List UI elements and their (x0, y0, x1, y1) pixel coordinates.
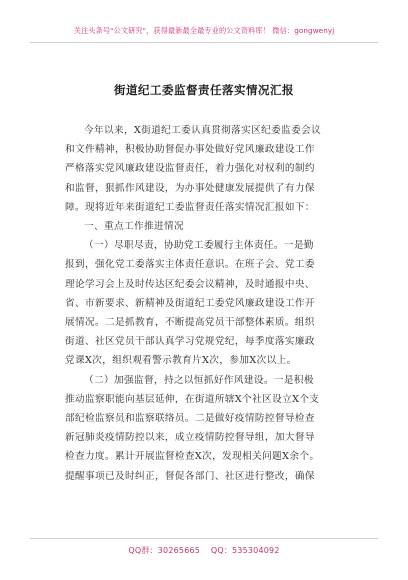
footer-qq-group: QQ群：30265665 (128, 546, 201, 555)
body-line: 新冠肺炎疫情防控以来，成立疫情防控督导组，加大督导 (65, 432, 315, 444)
body-line: 一、重点工作推进情况 (84, 221, 184, 233)
body-line: 和监督，狠抓作风建设，为办事处健康发展提供了有力保 (65, 182, 315, 194)
body-line: 提醒事项已及时纠正，督促各部门、社区进行整改，确保 (65, 470, 315, 482)
header-divider (30, 42, 378, 43)
body-line: 今年以来，X街道纪工委认真贯彻落实区纪委监委会议 (84, 125, 322, 136)
body-line: 检查力度。累计开展监督检查X次，发现相关问题X余个。 (65, 451, 320, 463)
body-line: 和文件精神，积极协助督促办事处做好党风廉政建设工作 (65, 144, 315, 156)
body-line: （一）尽职尽责，协助党工委履行主体责任。一是勤 (84, 240, 314, 252)
body-line: 报到，强化党工委落实主体责任意识。在班子会、党工委 (65, 259, 315, 271)
footer-qq: QQ：535304092 (210, 546, 280, 555)
body-line: 推动监察职能向基层延伸，在街道所辖X个社区设立X个支 (65, 393, 320, 405)
body-line: 障。现将近年来街道纪工委监督责任落实情况汇报如下： (65, 201, 315, 213)
footer-divider (30, 538, 378, 539)
document-body (65, 121, 353, 486)
page-header-promo: 关注头条号"公文研究"，获得最新最全最专业的公文资料库！ 微信：gongwenyj (73, 26, 335, 35)
body-line: 严格落实党风廉政建设监督责任，着力强化对权利的制约 (65, 163, 315, 175)
body-line: 省、市新要求、新精神及街道纪工委党风廉政建设工作开 (65, 297, 315, 309)
body-line: 理论学习会上及时传达区纪委会议精神，及时通报中央、 (65, 278, 315, 290)
page-footer (0, 545, 408, 556)
body-line: 展情况。二是抓教育，不断提高党员干部整体素质。组织 (65, 317, 315, 329)
body-line: （二）加强监督，持之以恒抓好作风建设。一是积极 (84, 374, 314, 386)
body-line: 部纪检监察员和监察联络员。二是做好疫情防控督导检查 (65, 413, 315, 425)
body-line: 党课X次，组织观看警示教育片X次，参加X次以上。 (65, 355, 297, 367)
body-line: 街道、社区党员干部认真学习党规党纪，每季度落实廉政 (65, 336, 315, 348)
document-title: 街道纪工委监督责任落实情况汇报 (114, 83, 294, 97)
